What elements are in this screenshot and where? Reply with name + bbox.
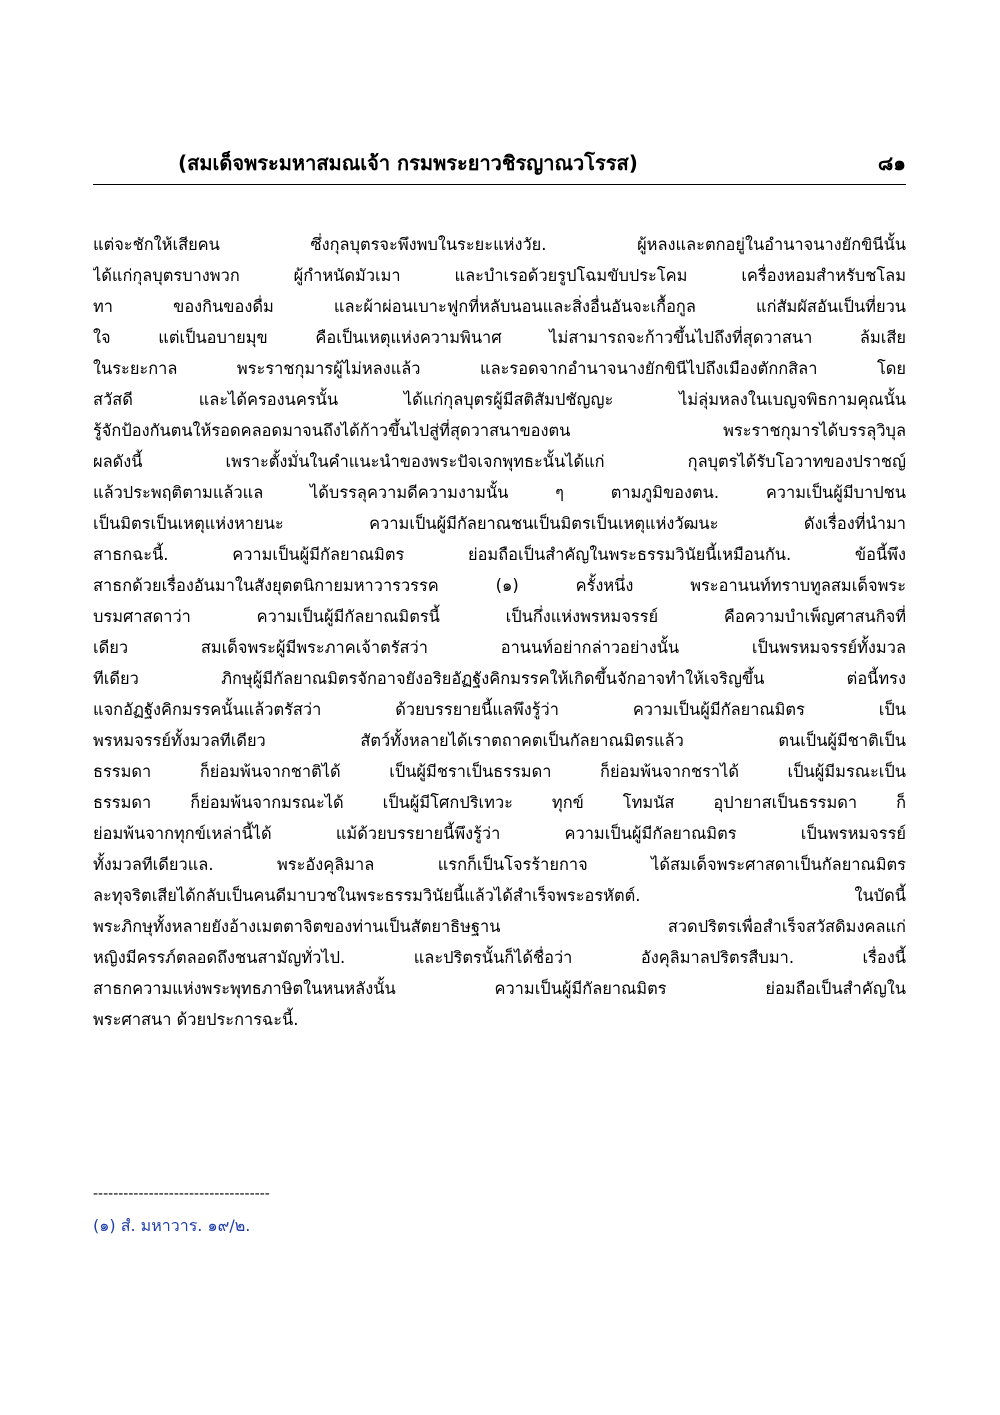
- body-line: ธรรมดา ก็ย่อมพ้นจากมรณะได้ เป็นผู้มีโศกปริเทวะ ทุกข์ โทมนัส อุปายาสเป็นธรรมดา ก็: [93, 793, 906, 812]
- running-title: (สมเด็จพระมหาสมณเจ้า กรมพระยาวชิรญาณวโรรส): [178, 151, 638, 175]
- body-line: ธรรมดา ก็ย่อมพ้นจากชาติได้ เป็นผู้มีชราเป็นธรรมดา ก็ย่อมพ้นจากชราได้ เป็นผู้มีมรณะเป็น: [93, 762, 906, 781]
- body-line: สาธกด้วยเรื่องอันมาในสังยุตตนิกายมหาวารวรรค (๑) ครั้งหนึ่ง พระอานนท์ทราบทูลสมเด็จพระ: [93, 576, 906, 595]
- body-line: เดียว สมเด็จพระผู้มีพระภาคเจ้าตรัสว่า อานนท์อย่ากล่าวอย่างนั้น เป็นพรหมจรรย์ทั้งมวล: [93, 638, 906, 657]
- body-line: ทา ของกินของดื่ม และผ้าผ่อนเบาะฟูกที่หลับนอนและสิ่งอื่นอันจะเกื้อกูล แก่สัมผัสอันเป็นที่ยวน: [93, 297, 906, 316]
- body-line: พระภิกษุทั้งหลายยังอ้างเมตตาจิตของท่านเป็นสัตยาธิษฐาน สวดปริตรเพื่อสำเร็จสวัสดิมงคลแก่: [93, 917, 906, 936]
- body-line: ทีเดียว ภิกษุผู้มีกัลยาณมิตรจักอาจยังอริยอัฏฐังคิกมรรคให้เกิดขึ้นจักอาจทำให้เจริญขึ้น ต่อนี้ทรง: [93, 669, 906, 688]
- page-number: ๘๑: [877, 151, 906, 175]
- body-line: ผลดังนี้ เพราะตั้งมั่นในคำแนะนำของพระปัจเจกพุทธะนั้นได้แก่ กุลบุตรได้รับโอวาทของปราชญ์: [93, 452, 906, 471]
- body-line: ได้แก่กุลบุตรบางพวก ผู้กำหนัดมัวเมา และบำเรอด้วยรูปโฉมขับประโคม เครื่องหอมสำหรับชโลม: [93, 266, 906, 285]
- header-divider: [93, 184, 906, 185]
- body-line: แล้วประพฤติตามแล้วแล ได้บรรลุความดีความงามนั้น ๆ ตามภูมิของตน. ความเป็นผู้มีบาปชน: [93, 483, 906, 502]
- body-line: แต่จะชักให้เสียคน ซึ่งกุลบุตรจะพึงพบในระยะแห่งวัย. ผู้หลงและตกอยู่ในอำนาจนางยักขินีนั้น: [93, 235, 906, 254]
- body-line: หญิงมีครรภ์ตลอดถึงชนสามัญทั่วไป. และปริตรนั้นก็ได้ชื่อว่า อังคุลิมาลปริตรสืบมา. เรื่องนี้: [93, 948, 906, 967]
- body-line: ย่อมพ้นจากทุกข์เหล่านี้ได้ แม้ด้วยบรรยายนี้พึงรู้ว่า ความเป็นผู้มีกัลยาณมิตร เป็นพรหมจรรย์: [93, 824, 906, 843]
- body-line: สาธกฉะนี้. ความเป็นผู้มีกัลยาณมิตร ย่อมถือเป็นสำคัญในพระธรรมวินัยนี้เหมือนกัน. ข้อนี้พึง: [93, 545, 906, 564]
- body-line: ทั้งมวลทีเดียวแล. พระอังคุลิมาล แรกก็เป็นโจรร้ายกาจ ได้สมเด็จพระศาสดาเป็นกัลยาณมิตร: [93, 855, 906, 874]
- body-text: [93, 229, 906, 1035]
- footnote-separator: -----------------------------------: [93, 1186, 270, 1202]
- page-header: [93, 148, 906, 182]
- body-line: ใจ แต่เป็นอบายมุข คือเป็นเหตุแห่งความพินาศ ไม่สามารถจะก้าวขึ้นไปถึงที่สุดวาสนา ล้มเสีย: [93, 328, 906, 347]
- body-line: เป็นมิตรเป็นเหตุแห่งหายนะ ความเป็นผู้มีกัลยาณชนเป็นมิตรเป็นเหตุแห่งวัฒนะ ดังเรื่องที่นำมา: [93, 514, 906, 533]
- body-line: บรมศาสดาว่า ความเป็นผู้มีกัลยาณมิตรนี้ เป็นกึ่งแห่งพรหมจรรย์ คือความบำเพ็ญศาสนกิจที่: [93, 607, 906, 626]
- body-line: พรหมจรรย์ทั้งมวลทีเดียว สัตว์ทั้งหลายได้เราตถาคตเป็นกัลยาณมิตรแล้ว ตนเป็นผู้มีชาติเป็น: [93, 731, 906, 750]
- body-line: ละทุจริตเสียได้กลับเป็นคนดีมาบวชในพระธรรมวินัยนี้แล้วได้สำเร็จพระอรหัตต์. ในบัดนี้: [93, 886, 906, 905]
- body-line: รู้จักป้องกันตนให้รอดคลอดมาจนถึงได้ก้าวขึ้นไปสู่ที่สุดวาสนาของตน พระราชกุมารได้บรรลุวิบุล: [93, 421, 906, 440]
- body-line: พระศาสนา ด้วยประการฉะนี้.: [93, 1010, 299, 1029]
- body-line: สวัสดี และได้ครองนครนั้น ได้แก่กุลบุตรผู้มีสติสัมปชัญญะ ไม่ลุ่มหลงในเบญจพิธกามคุณนั้น: [93, 390, 906, 409]
- body-line: ในระยะกาล พระราชกุมารผู้ไม่หลงแล้ว และรอดจากอำนาจนางยักขินีไปถึงเมืองตักกสิลา โดย: [93, 359, 906, 378]
- footnote[interactable]: (๑) สํ. มหาวาร. ๑๙/๒.: [93, 1216, 251, 1235]
- body-line: แจกอัฏฐังคิกมรรคนั้นแล้วตรัสว่า ด้วยบรรยายนี้แลพึงรู้ว่า ความเป็นผู้มีกัลยาณมิตร เป็น: [93, 700, 906, 719]
- body-line: สาธกความแห่งพระพุทธภาษิตในหนหลังนั้น ความเป็นผู้มีกัลยาณมิตร ย่อมถือเป็นสำคัญใน: [93, 979, 906, 998]
